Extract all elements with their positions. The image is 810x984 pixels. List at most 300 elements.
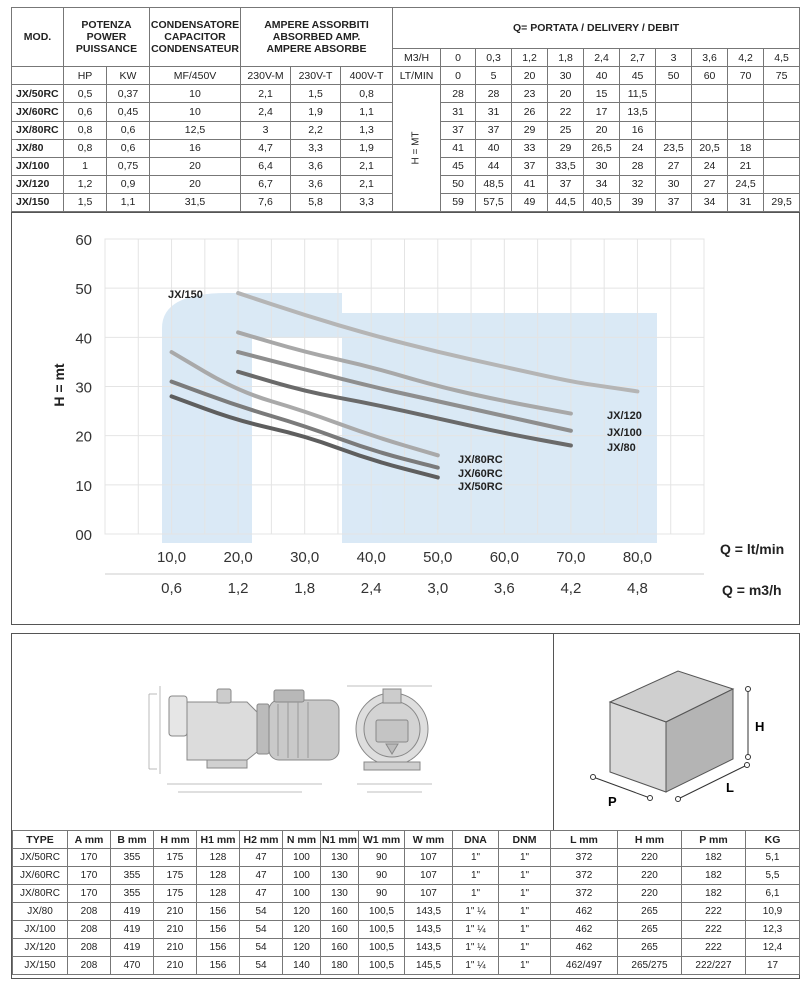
head-value: 59 (441, 193, 476, 211)
dims-value: 54 (240, 939, 283, 957)
dims-header: N1 mm (321, 831, 359, 849)
dims-value: 265 (618, 921, 682, 939)
x2-tick-label: 4,2 (560, 580, 582, 597)
dims-type: JX/60RC (13, 867, 68, 885)
dims-value: 100,5 (359, 903, 405, 921)
dims-value: 208 (68, 957, 111, 975)
head-value: 13,5 (620, 103, 656, 121)
unit-230m: 230V-M (241, 67, 291, 85)
m3h-value: 1,8 (548, 49, 584, 67)
y-tick-label: 30 (75, 379, 92, 397)
x2-tick-label: 3,0 (427, 580, 449, 597)
dims-value: 170 (68, 867, 111, 885)
x2-tick-label: 3,6 (493, 580, 515, 597)
power-header (64, 8, 150, 67)
dims-value: 130 (321, 885, 359, 903)
dims-header: L mm (551, 831, 618, 849)
cell-mf: 20 (150, 157, 241, 175)
dims-type: JX/80 (13, 903, 68, 921)
perf-row (12, 85, 800, 103)
head-value: 29,5 (764, 193, 800, 211)
power-header-line: POWER (86, 31, 127, 44)
dims-value: 170 (68, 849, 111, 867)
cell-a400t: 1,9 (341, 139, 393, 157)
head-value: 44 (476, 157, 512, 175)
dims-row (13, 921, 800, 939)
dims-value: 419 (111, 903, 154, 921)
dims-value: 1" ¼ (453, 939, 499, 957)
dims-row (13, 849, 800, 867)
head-value: 21 (728, 157, 764, 175)
m3h-value: 0 (441, 49, 476, 67)
x-tick-label: 50,0 (423, 549, 453, 566)
dims-value: 47 (240, 867, 283, 885)
dims-type: JX/120 (13, 939, 68, 957)
m3h-value: 2,7 (620, 49, 656, 67)
dims-value: 120 (283, 903, 321, 921)
cell-kw: 0,6 (107, 139, 150, 157)
dims-value: 462/497 (551, 957, 618, 975)
dims-value: 12,3 (746, 921, 800, 939)
head-value: 23,5 (656, 139, 692, 157)
x2-axis-title: Q = m3/h (722, 582, 782, 598)
head-value: 29 (548, 139, 584, 157)
dims-value: 100 (283, 885, 321, 903)
cell-hp: 0,5 (64, 85, 107, 103)
head-value: 49 (512, 193, 548, 211)
series-label: JX/50RC (458, 481, 503, 493)
dims-value: 90 (359, 885, 405, 903)
cell-kw: 1,1 (107, 193, 150, 211)
length-label: L (726, 780, 734, 795)
cell-mf: 12,5 (150, 121, 241, 139)
dims-value: 17 (746, 957, 800, 975)
head-value (656, 85, 692, 103)
head-value: 16 (620, 121, 656, 139)
chart-canvas (12, 213, 799, 624)
head-value: 20 (548, 85, 584, 103)
head-value: 15 (584, 85, 620, 103)
perf-unit-row (12, 67, 800, 85)
perf-header-row (12, 8, 800, 49)
cell-a230m: 3 (241, 121, 291, 139)
head-value: 32 (620, 175, 656, 193)
head-value (656, 103, 692, 121)
dims-value: 12,4 (746, 939, 800, 957)
m3h-value: 4,5 (764, 49, 800, 67)
unit-230t: 230V-T (291, 67, 341, 85)
dims-value: 1" (453, 867, 499, 885)
dims-value: 1" ¼ (453, 903, 499, 921)
capacitor-header-line: CAPACITOR (164, 31, 226, 44)
y-axis-title: H = mt (51, 363, 67, 407)
dims-value: 462 (551, 939, 618, 957)
x-tick-label: 20,0 (223, 549, 253, 566)
dims-value: 128 (197, 849, 240, 867)
dims-value: 1" (499, 885, 551, 903)
pump-front-view (347, 686, 432, 792)
dims-header: B mm (111, 831, 154, 849)
head-value: 40,5 (584, 193, 620, 211)
cell-mf: 20 (150, 175, 241, 193)
dims-value: 54 (240, 903, 283, 921)
dims-value: 100,5 (359, 939, 405, 957)
m3h-value: 3 (656, 49, 692, 67)
dims-value: 182 (682, 849, 746, 867)
m3h-value: 0,3 (476, 49, 512, 67)
dims-value: 156 (197, 957, 240, 975)
unit-400t: 400V-T (341, 67, 393, 85)
pump-drawing (12, 634, 554, 830)
head-value: 30 (584, 157, 620, 175)
dims-value: 265 (618, 939, 682, 957)
head-value: 37 (476, 121, 512, 139)
head-value: 33 (512, 139, 548, 157)
head-value: 37 (548, 175, 584, 193)
dims-header: N mm (283, 831, 321, 849)
dims-value: 180 (321, 957, 359, 975)
cell-a230t: 1,9 (291, 103, 341, 121)
x2-tick-label: 4,8 (627, 580, 648, 597)
dims-value: 160 (321, 921, 359, 939)
dims-value: 265/275 (618, 957, 682, 975)
head-value: 17 (584, 103, 620, 121)
ltmin-value: 5 (476, 67, 512, 85)
dims-value: 175 (154, 885, 197, 903)
unit-spacer (12, 67, 64, 85)
dims-row (13, 939, 800, 957)
series-label: JX/80 (607, 442, 636, 454)
dims-value: 1" (499, 867, 551, 885)
ltmin-value: 50 (656, 67, 692, 85)
ltmin-value: 45 (620, 67, 656, 85)
head-value: 30 (656, 175, 692, 193)
head-value (764, 121, 800, 139)
ltmin-value: 30 (548, 67, 584, 85)
dims-value: 156 (197, 939, 240, 957)
package-box-svg (553, 634, 799, 830)
dims-header: A mm (68, 831, 111, 849)
head-value (692, 85, 728, 103)
dims-value: 222 (682, 939, 746, 957)
head-value: 37 (656, 193, 692, 211)
head-value: 40 (476, 139, 512, 157)
dims-value: 355 (111, 849, 154, 867)
dims-value: 1" (499, 849, 551, 867)
unit-hp: HP (64, 67, 107, 85)
dims-value: 107 (405, 867, 453, 885)
cell-hp: 1,5 (64, 193, 107, 211)
head-unit-label: H = MT (410, 131, 422, 165)
cell-a230m: 2,1 (241, 85, 291, 103)
head-value: 26 (512, 103, 548, 121)
cell-kw: 0,9 (107, 175, 150, 193)
cell-kw: 0,45 (107, 103, 150, 121)
dims-value: 140 (283, 957, 321, 975)
dims-value: 100,5 (359, 921, 405, 939)
cell-a400t: 3,3 (341, 193, 393, 211)
dims-header: KG (746, 831, 800, 849)
y-tick-label: 50 (75, 281, 92, 299)
head-value (692, 103, 728, 121)
head-unit-cell (393, 85, 441, 212)
cell-hp: 0,6 (64, 103, 107, 121)
capacitor-header-line: CONDENSATORE (150, 19, 240, 32)
cell-a230m: 7,6 (241, 193, 291, 211)
unit-mf: MF/450V (150, 67, 241, 85)
dims-value: 145,5 (405, 957, 453, 975)
dims-value: 222 (682, 921, 746, 939)
head-value: 41 (512, 175, 548, 193)
dims-value: 90 (359, 849, 405, 867)
x-tick-label: 80,0 (622, 549, 653, 566)
cell-mf: 10 (150, 103, 241, 121)
head-value: 28 (620, 157, 656, 175)
model-name: JX/80RC (12, 121, 64, 139)
dims-value: 1" (499, 939, 551, 957)
cell-hp: 0,8 (64, 121, 107, 139)
height-label: H (755, 719, 765, 734)
amp-header-line: AMPERE ABSORBE (266, 43, 367, 56)
dims-value: 419 (111, 939, 154, 957)
head-value (656, 121, 692, 139)
dims-value: 182 (682, 885, 746, 903)
series-label: JX/80RC (458, 454, 503, 466)
dims-header: H mm (618, 831, 682, 849)
head-value: 57,5 (476, 193, 512, 211)
head-value: 28 (441, 85, 476, 103)
dims-type: JX/150 (13, 957, 68, 975)
series-label: JX/60RC (458, 468, 503, 480)
dims-value: 1" (453, 885, 499, 903)
dims-value: 107 (405, 849, 453, 867)
dimensions-section (11, 633, 800, 979)
dims-value: 128 (197, 867, 240, 885)
dims-value: 143,5 (405, 921, 453, 939)
dims-header: H2 mm (240, 831, 283, 849)
cell-a230m: 6,4 (241, 157, 291, 175)
x2-tick-label: 0,6 (161, 580, 182, 597)
dims-row (13, 903, 800, 921)
dims-value: 100 (283, 849, 321, 867)
m3h-value: 2,4 (584, 49, 620, 67)
dims-value: 419 (111, 921, 154, 939)
cell-a400t: 1,3 (341, 121, 393, 139)
dims-value: 220 (618, 867, 682, 885)
cell-hp: 1,2 (64, 175, 107, 193)
dims-value: 143,5 (405, 939, 453, 957)
dims-value: 1" (499, 957, 551, 975)
ltmin-value: 75 (764, 67, 800, 85)
dims-value: 1" (499, 921, 551, 939)
head-value (728, 121, 764, 139)
cell-a230m: 4,7 (241, 139, 291, 157)
dims-value: 470 (111, 957, 154, 975)
cell-kw: 0,75 (107, 157, 150, 175)
m3h-label: M3/H (393, 49, 441, 67)
capacitor-header-line: CONDENSATEUR (151, 43, 239, 56)
head-value: 48,5 (476, 175, 512, 193)
cell-mf: 31,5 (150, 193, 241, 211)
model-name: JX/80 (12, 139, 64, 157)
model-name: JX/150 (12, 193, 64, 211)
dims-value: 208 (68, 939, 111, 957)
dims-header: TYPE (13, 831, 68, 849)
dims-value: 128 (197, 885, 240, 903)
cell-a230t: 3,6 (291, 157, 341, 175)
head-value: 31 (441, 103, 476, 121)
head-value (692, 121, 728, 139)
capacitor-header (150, 8, 241, 67)
dims-value: 175 (154, 849, 197, 867)
dims-header: W1 mm (359, 831, 405, 849)
cell-kw: 0,37 (107, 85, 150, 103)
dims-value: 107 (405, 885, 453, 903)
x-tick-label: 30,0 (290, 549, 320, 566)
head-value: 31 (728, 193, 764, 211)
head-value: 27 (692, 175, 728, 193)
y-tick-label: 00 (75, 527, 92, 544)
x-tick-label: 70,0 (556, 549, 586, 566)
dims-header: DNA (453, 831, 499, 849)
cell-a230t: 1,5 (291, 85, 341, 103)
x2-tick-label: 1,8 (294, 580, 316, 597)
head-value: 31 (476, 103, 512, 121)
ltmin-value: 70 (728, 67, 764, 85)
head-value: 11,5 (620, 85, 656, 103)
head-value: 20,5 (692, 139, 728, 157)
cell-mf: 16 (150, 139, 241, 157)
cell-a230t: 3,3 (291, 139, 341, 157)
head-value: 24 (620, 139, 656, 157)
head-value: 26,5 (584, 139, 620, 157)
dims-header: H mm (154, 831, 197, 849)
cell-a230t: 3,6 (291, 175, 341, 193)
dims-row (13, 957, 800, 975)
x-tick-label: 40,0 (356, 549, 386, 566)
amp-header-line: AMPERE ASSORBITI (264, 19, 369, 32)
dims-value: 54 (240, 957, 283, 975)
head-value: 20 (584, 121, 620, 139)
head-value (764, 85, 800, 103)
delivery-header: Q= PORTATA / DELIVERY / DEBIT (393, 8, 800, 49)
cell-a400t: 2,1 (341, 175, 393, 193)
y-tick-label: 40 (75, 330, 92, 348)
model-name: JX/60RC (12, 103, 64, 121)
x-axis-title: Q = lt/min (720, 541, 785, 557)
y-tick-label: 10 (75, 477, 92, 495)
dims-value: 156 (197, 903, 240, 921)
dims-header: DNM (499, 831, 551, 849)
dims-value: 1" (453, 849, 499, 867)
head-value (728, 85, 764, 103)
head-value (764, 103, 800, 121)
cell-a400t: 0,8 (341, 85, 393, 103)
power-header-line: PUISSANCE (75, 43, 138, 56)
cell-a230t: 2,2 (291, 121, 341, 139)
dims-value: 160 (321, 903, 359, 921)
dims-value: 143,5 (405, 903, 453, 921)
head-value: 39 (620, 193, 656, 211)
mod-header: MOD. (12, 8, 64, 67)
dims-value: 372 (551, 885, 618, 903)
dims-value: 47 (240, 885, 283, 903)
head-value: 37 (512, 157, 548, 175)
model-name: JX/120 (12, 175, 64, 193)
head-value (764, 139, 800, 157)
dims-value: 265 (618, 903, 682, 921)
m3h-value: 4,2 (728, 49, 764, 67)
head-value: 44,5 (548, 193, 584, 211)
dims-value: 1" ¼ (453, 921, 499, 939)
head-value: 23 (512, 85, 548, 103)
x2-tick-label: 2,4 (360, 580, 382, 597)
dims-value: 160 (321, 939, 359, 957)
dims-value: 462 (551, 903, 618, 921)
dims-value: 100,5 (359, 957, 405, 975)
performance-chart (11, 212, 800, 625)
head-value: 25 (548, 121, 584, 139)
dims-value: 182 (682, 867, 746, 885)
dims-value: 210 (154, 957, 197, 975)
dims-value: 170 (68, 885, 111, 903)
dims-value: 156 (197, 921, 240, 939)
dims-value: 130 (321, 849, 359, 867)
amp-header-line: ABSORBED AMP. (272, 31, 361, 44)
cell-kw: 0,6 (107, 121, 150, 139)
dims-value: 100 (283, 867, 321, 885)
dims-value: 6,1 (746, 885, 800, 903)
head-value: 29 (512, 121, 548, 139)
y-tick-label: 20 (75, 428, 92, 446)
ltmin-value: 0 (441, 67, 476, 85)
head-value: 37 (441, 121, 476, 139)
dims-value: 10,9 (746, 903, 800, 921)
dims-value: 1" ¼ (453, 957, 499, 975)
dims-value: 120 (283, 939, 321, 957)
dims-type: JX/50RC (13, 849, 68, 867)
dims-value: 47 (240, 849, 283, 867)
dims-value: 372 (551, 849, 618, 867)
dims-value: 210 (154, 903, 197, 921)
dims-value: 54 (240, 921, 283, 939)
unit-kw: KW (107, 67, 150, 85)
package-box-diagram (553, 634, 799, 830)
x2-tick-label: 1,2 (227, 580, 249, 597)
dims-header: W mm (405, 831, 453, 849)
dims-value: 355 (111, 867, 154, 885)
dims-value: 372 (551, 867, 618, 885)
dims-value: 355 (111, 885, 154, 903)
cell-a400t: 2,1 (341, 157, 393, 175)
dims-value: 90 (359, 867, 405, 885)
depth-label: P (608, 794, 617, 809)
series-label: JX/150 (168, 289, 203, 301)
ltmin-label: LT/MIN (393, 67, 441, 85)
amp-header (241, 8, 393, 67)
head-value: 45 (441, 157, 476, 175)
head-value: 28 (476, 85, 512, 103)
dims-value: 220 (618, 849, 682, 867)
cell-hp: 1 (64, 157, 107, 175)
dims-value: 5,1 (746, 849, 800, 867)
dims-value: 5,5 (746, 867, 800, 885)
head-value (764, 175, 800, 193)
pump-side-view (149, 686, 339, 792)
head-value (764, 157, 800, 175)
dims-value: 130 (321, 867, 359, 885)
ltmin-value: 40 (584, 67, 620, 85)
